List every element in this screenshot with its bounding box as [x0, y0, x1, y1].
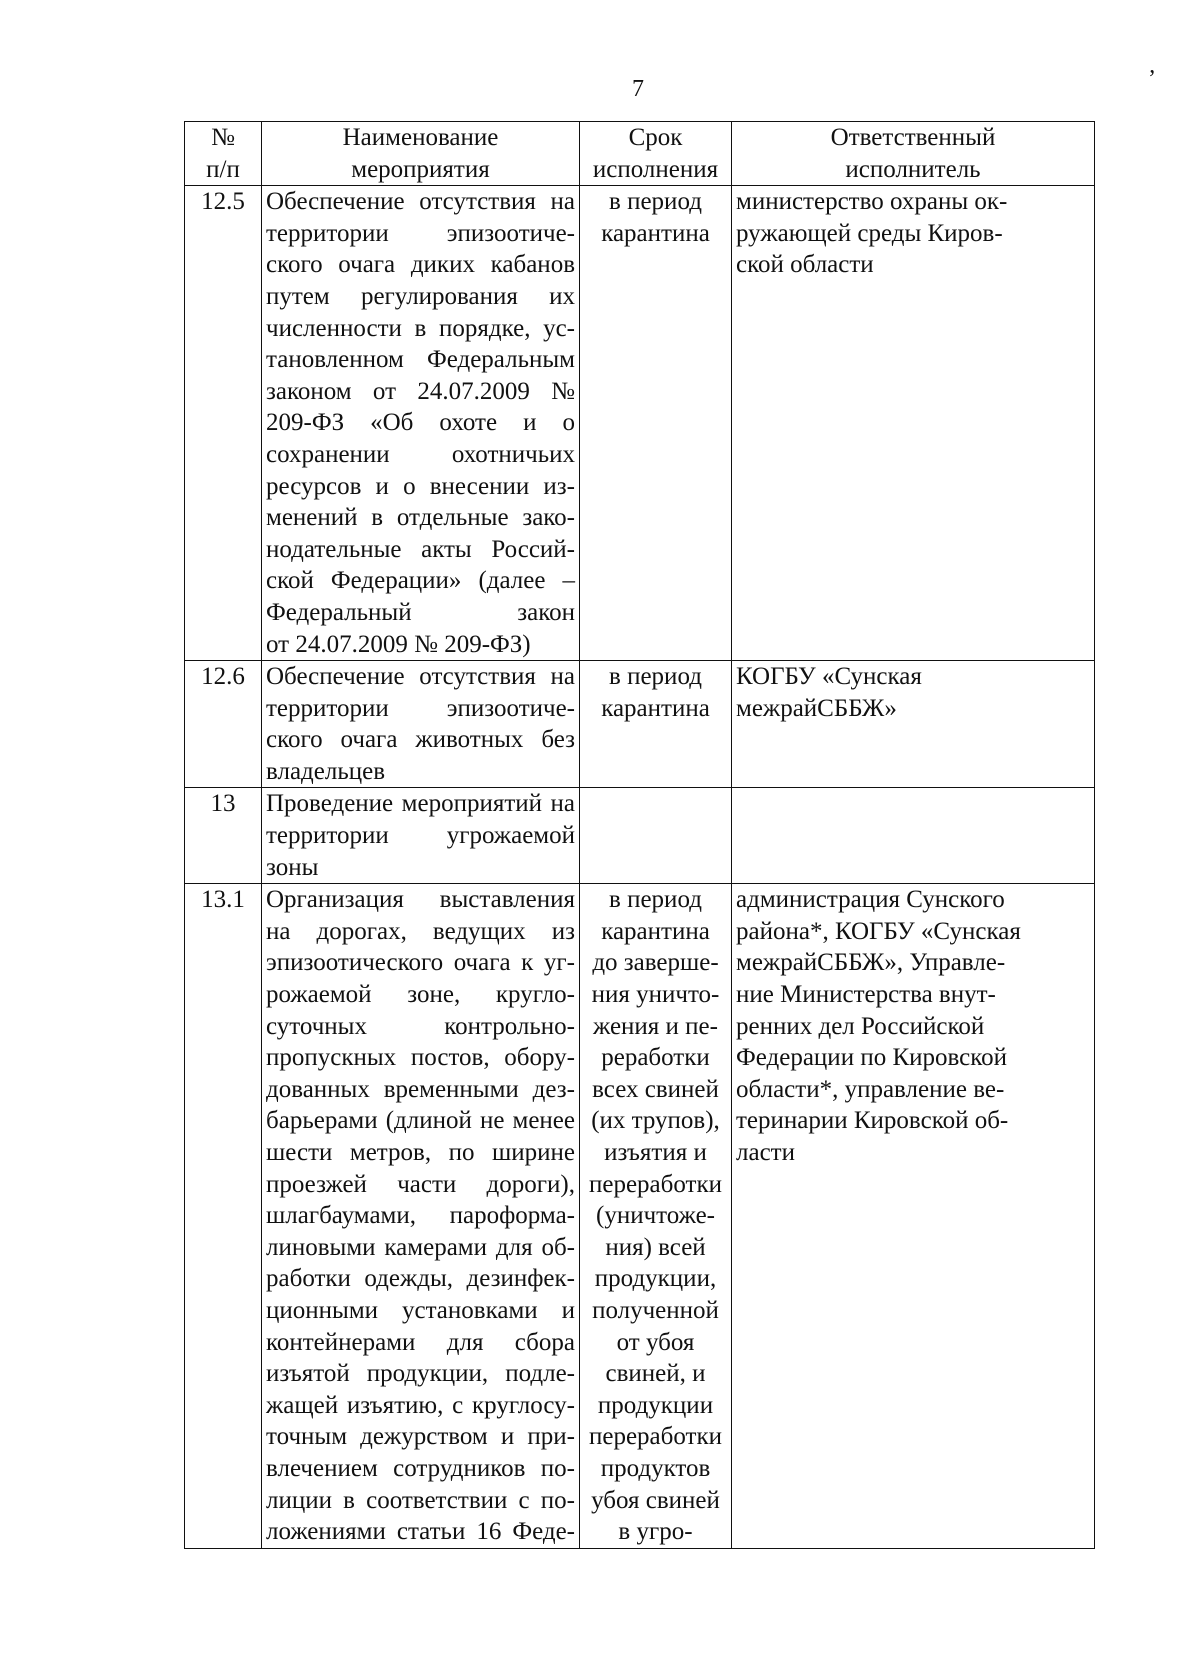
row-term: в период карантина до заверше- ния уничто- жения и пе- реработки всех свиней (их трупов), изъятия и переработки (уничтоже- ния) всей продукции, полученной от убоя свиней, и продукции переработки продуктов убоя свиней в угро- [580, 884, 732, 1548]
row-name [262, 661, 580, 788]
row-executor: администрация Сунского района*, КОГБУ «Сунская межрайСББЖ», Управле- ние Министерства внут- ренних дел Российской Федерации по Кировской области*, управление ве- теринарии Кировской об- ласти [732, 884, 1095, 1548]
row-name-text: Организация выставления на дорогах, ведущих из эпизоотического очага к уг-рожаемой зоне, кругло-суточных контрольно-пропускных постов, обору-дованных временными дез-барьерами (длиной не менее шести метров, по ширине проезжей части дороги), шлагбаумами, пароформа-линовыми камерами для об-работки одежды, дезинфек-ционными установками и контейнерами для сбора изъятой продукции, подле-жащей изъятию, с круглосу-точным дежурством и при-влечением сотрудников по-лиции в соответствии с по-ложениями статьи 16 Феде- [266, 886, 575, 1546]
header-num: № п/п [185, 122, 262, 186]
table-row [185, 186, 1095, 661]
row-executor: КОГБУ «Сунская межрайСББЖ» [732, 661, 1095, 788]
row-num: 13 [185, 788, 262, 884]
page-number: 7 [632, 76, 644, 102]
row-name-text: Обеспечение отсутствия на территории эпизоотиче-ского очага животных без [266, 663, 575, 754]
scan-mark: ’ [1148, 66, 1156, 92]
row-name-last: владельцев [266, 757, 386, 785]
table-row [185, 661, 1095, 788]
row-num: 13.1 [185, 884, 262, 1548]
row-name-text: Проведение мероприятий на территории угрожаемой [266, 790, 575, 850]
row-name [262, 884, 580, 1548]
row-term: в период карантина [580, 186, 732, 661]
row-num: 12.5 [185, 186, 262, 661]
header-name: Наименование мероприятия [262, 122, 580, 186]
row-name-last: зоны [266, 853, 319, 881]
row-name [262, 186, 580, 661]
row-executor: министерство охраны ок- ружающей среды Киров- ской области [732, 186, 1095, 661]
row-num: 12.6 [185, 661, 262, 788]
row-term [580, 788, 732, 884]
measures-table [184, 121, 1095, 1549]
row-term: в период карантина [580, 661, 732, 788]
header-executor: Ответственный исполнитель [732, 122, 1095, 186]
table-header-row [185, 122, 1095, 186]
row-name [262, 788, 580, 884]
row-name-text: Обеспечение отсутствия на территории эпизоотиче-ского очага диких кабанов путем регулирования их численности в порядке, ус-тановленном Федеральным законом от 24.07.2009 № 209-ФЗ «Об охоте и о сохранении охотничьих ресурсов и о внесении из-менений в отдельные зако-нодательные акты Россий-ской Федерации» (далее – Федеральный закон [266, 188, 575, 626]
row-executor [732, 788, 1095, 884]
table-row [185, 788, 1095, 884]
table-row [185, 884, 1095, 1548]
header-term: Срок исполнения [580, 122, 732, 186]
row-name-last: от 24.07.2009 № 209-ФЗ) [266, 630, 531, 658]
